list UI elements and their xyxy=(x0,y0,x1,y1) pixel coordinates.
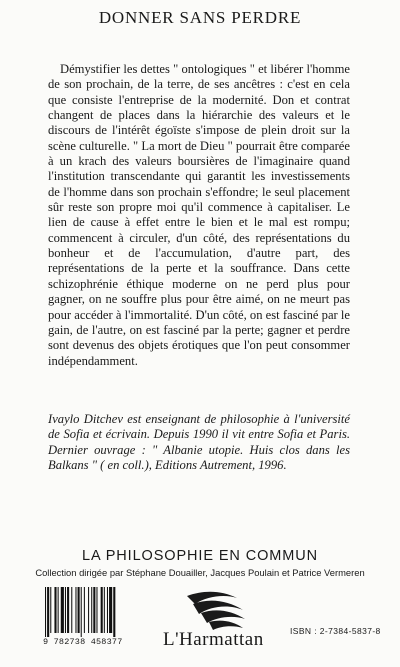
barcode xyxy=(43,587,147,653)
book-title: DONNER SANS PERDRE xyxy=(98,8,302,27)
barcode-number: 9 782738 458377 xyxy=(43,637,123,647)
harmattan-wind-logo-icon xyxy=(163,588,283,632)
series-title: LA PHILOSOPHIE EN COMMUN xyxy=(82,548,318,564)
summary-paragraph: Démystifier les dettes " ontologiques " et libérer l'homme de son prochain, de la terre, de ses ancêtres : c'est en cela que consiste l'entreprise de la modernité. Don et contrat changent de places dans la hiérarchie des valeurs et le discours de l'intérêt égoïste s'impose de plein droit sur la scène culturelle. " La mort de Dieu " pourrait être comparée à un krach des valeurs boursières de l'imaginaire quand l'institution transcendante qui garantit les investissements de l'homme dans son prochain s'effondre; le seul placement sûr reste son propre moi qu'il commence à capitaliser. Le lien de cause à effet entre le bien et le mal est rompu; commencent à circuler, d'un côté, des représentations du bonheur et de l'accumulation, d'autre part, des représentations de la perte et la souffrance. Dans cette schizophrénie éthique moderne on ne perd plus pour gagner, on ne souffre plus pour être aimé, on ne meurt pas pour accéder à l'immortalité. D'un côté, on est fasciné par le gain, de l'autre, on est fasciné par la perte; gagner et perdre sont devenus des objets érotiques que l'on peut consommer indépendamment. xyxy=(48,62,350,368)
author-bio xyxy=(48,412,350,473)
summary-text xyxy=(48,62,350,369)
barcode-bars-icon xyxy=(43,587,147,637)
series-editors: Collection dirigée par Stéphane Douailler, Jacques Poulain et Patrice Vermeren xyxy=(35,567,365,578)
collection-block xyxy=(0,548,400,578)
publisher-logo xyxy=(163,588,283,652)
isbn-number: ISBN : 2-7384-5837-8 xyxy=(290,626,381,636)
author-bio-text: Ivaylo Ditchev est enseignant de philosophie à l'université de Sofia et écrivain. Depuis 1990 il vit entre Sofia et Paris. Dernier ouvrage : " Albanie utopie. Huis clos dans les Balkans " ( en coll.), Editions Autrement, 1996. xyxy=(48,412,350,473)
publisher-name: L'Harmattan xyxy=(163,629,264,650)
